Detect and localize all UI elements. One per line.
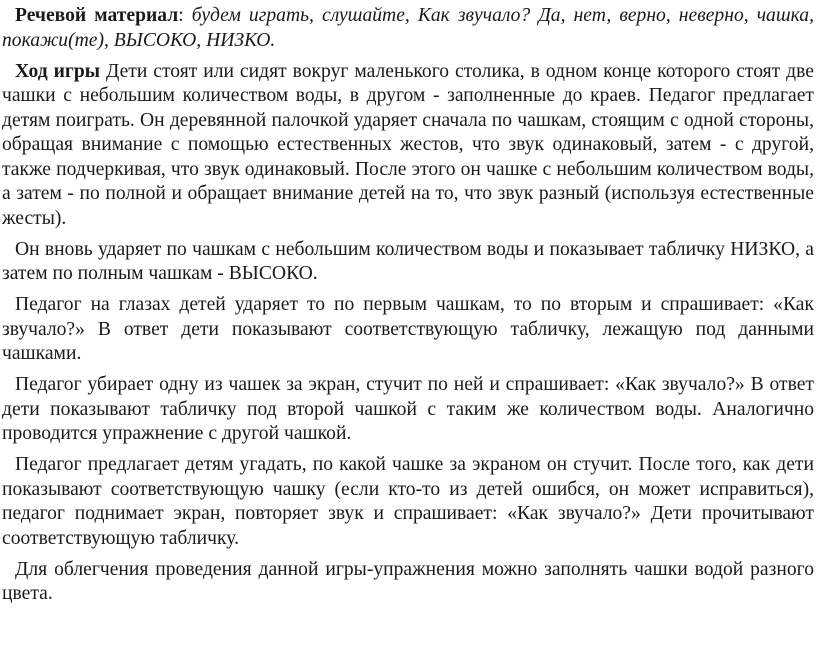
paragraph-guess: Педагог предлагает детям угадать, по какой чашке за экраном он стучит. После того, как дети показывают соответствующую чашку (если кто-то из детей ошибся, он может исправиться), педагог поднимает экран, повторяет звук и спрашивает: «Как звучало?» Дети прочитывают соответствующую табличку. bbox=[2, 454, 814, 549]
paragraph-behind-screen: Педагог убирает одну из чашек за экран, стучит по ней и спрашивает: «Как звучало?» В ответ дети показывают табличку под второй чашкой с таким же количеством воды. Аналогично проводится упражнение с другой чашкой. bbox=[2, 374, 814, 444]
speech-material-paragraph bbox=[2, 4, 814, 53]
document-page bbox=[2, 4, 814, 613]
paragraph-how-did-it-sound: Педагог на глазах детей ударяет то по первым чашкам, то по вторым и спрашивает: «Как звучало?» В ответ дети показывают соответствующую табличку, лежащую под данными чашками. bbox=[2, 294, 814, 364]
speech-material-label: Речевой материал bbox=[15, 5, 179, 26]
procedure-text: Дети стоят или сидят вокруг маленького столика, в одном конце которого стоят две чашки с небольшим количеством воды, в другом - заполненные до краев. Педагог предлагает детям поиграть. Он деревянной палочкой ударяет сначала по чашкам, стоящим с одной стороны, обращая внимание с помощью естественных жестов, что звук одинаковый, затем - с другой, также подчеркивая, что звук одинаковый. После этого он чашке с небольшим количеством воды, а затем - по полной и обращает внимание детей на то, что звук разный (используя естественные жесты). bbox=[2, 60, 814, 229]
paragraph-colored-water: Для облегчения проведения данной игры-упражнения можно заполнять чашки водой разного цвета. bbox=[2, 558, 814, 604]
paragraph-low-high: Он вновь ударяет по чашкам с небольшим количеством воды и показывает табличку НИЗКО, а затем по полным чашкам - ВЫСОКО. bbox=[2, 238, 814, 284]
speech-material-colon: : bbox=[178, 5, 192, 26]
procedure-label: Ход игры bbox=[15, 60, 101, 82]
speech-material-text: будем играть, слушайте, Как звучало? Да, нет, верно, неверно, чашка, покажи(те), ВЫСОКО, НИЗКО. bbox=[2, 5, 815, 51]
procedure-paragraph bbox=[2, 60, 814, 232]
